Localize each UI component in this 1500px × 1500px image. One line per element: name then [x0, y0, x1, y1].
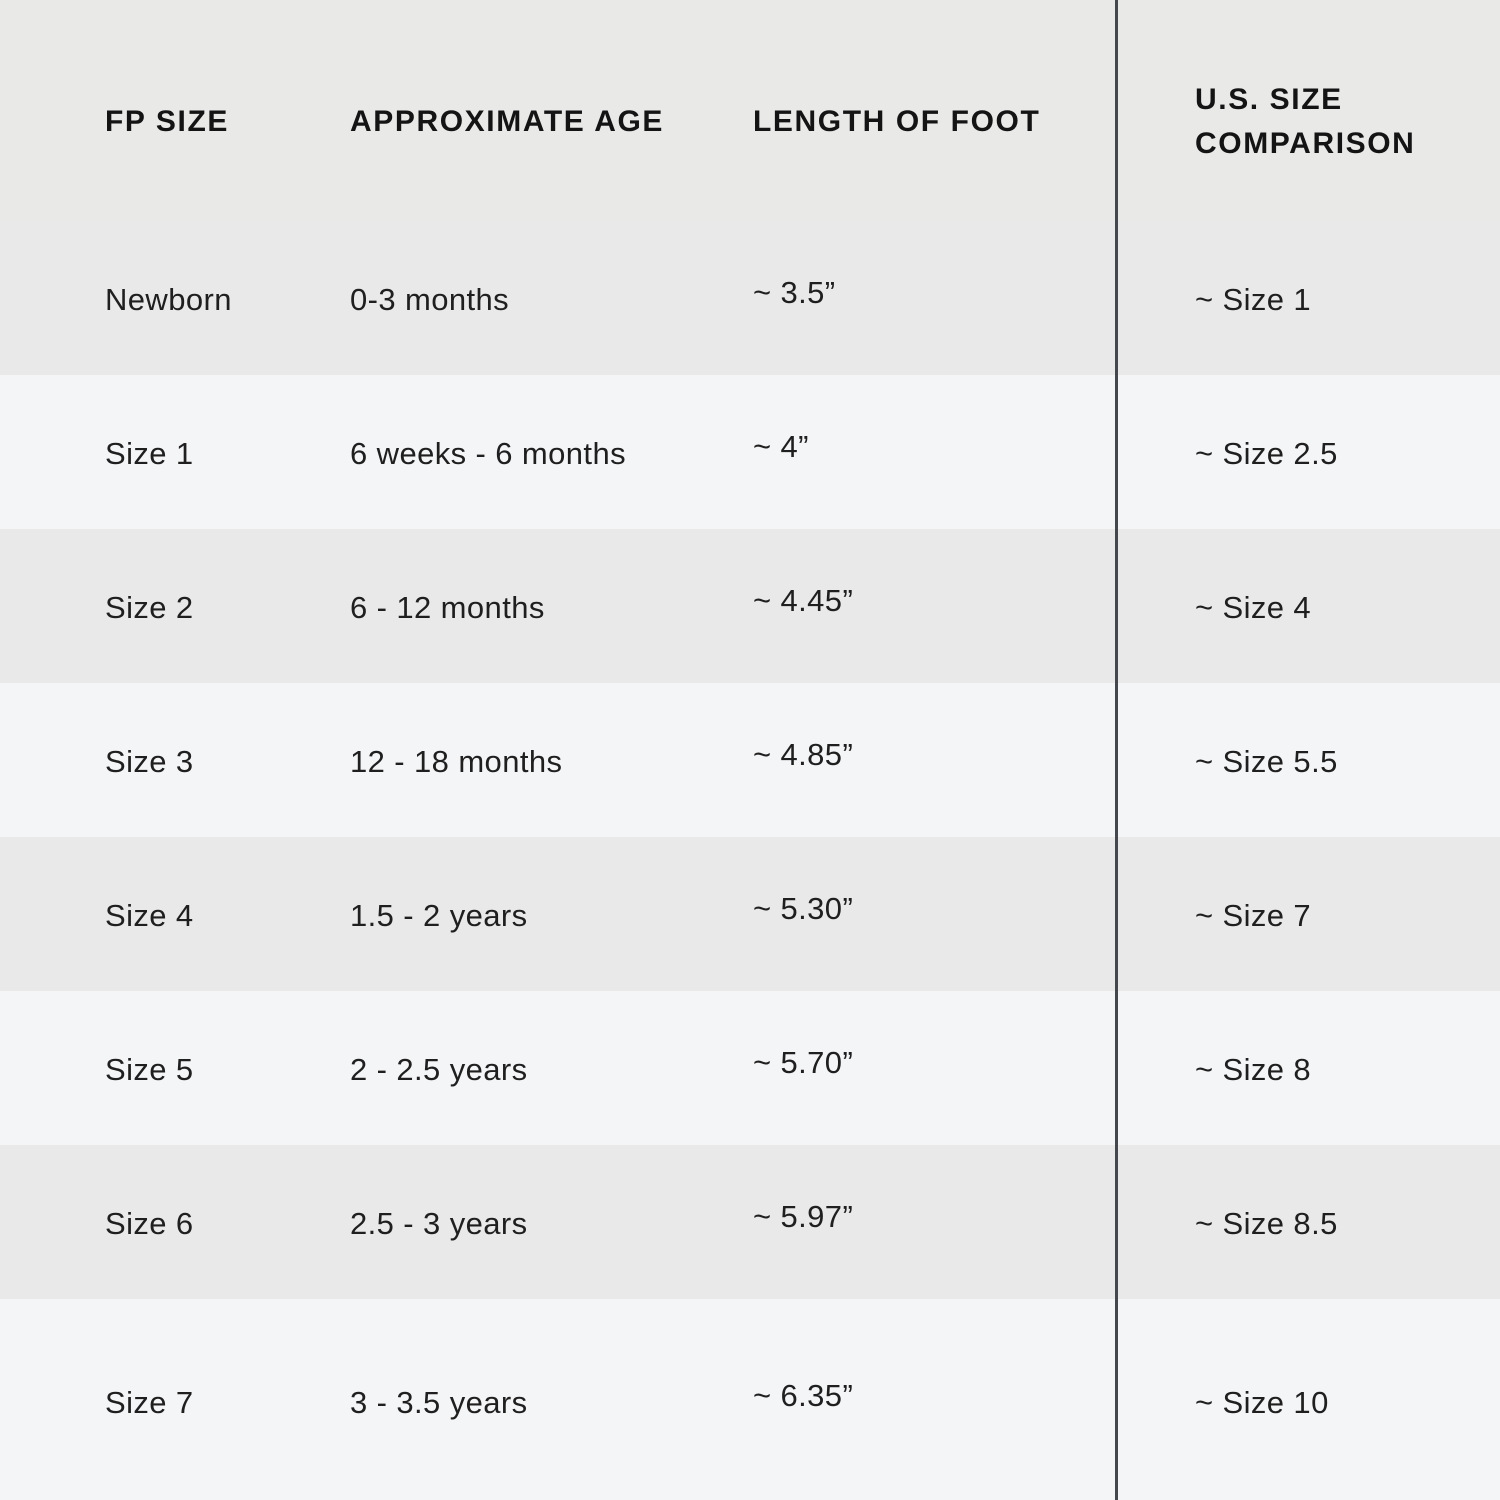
us-size-cell: ~ Size 8: [1195, 1052, 1312, 1087]
foot-length-cell: ~ 4”: [753, 429, 809, 464]
column-header-us-size-comparison: [1195, 78, 1415, 166]
age-cell: 2 - 2.5 years: [350, 1052, 528, 1087]
foot-length-cell: ~ 5.30”: [753, 891, 854, 926]
fp-size-cell: Size 2: [105, 590, 194, 625]
table-row: [0, 221, 1500, 375]
table-row: [0, 529, 1500, 683]
age-cell: 6 - 12 months: [350, 590, 545, 625]
fp-size-cell: Size 7: [105, 1385, 194, 1420]
foot-length-cell: ~ 4.85”: [753, 737, 854, 772]
us-size-cell: ~ Size 4: [1195, 590, 1312, 625]
us-size-cell: ~ Size 1: [1195, 282, 1312, 317]
table-row: [0, 837, 1500, 991]
us-size-cell: ~ Size 8.5: [1195, 1206, 1338, 1241]
foot-length-cell: ~ 5.70”: [753, 1045, 854, 1080]
fp-size-cell: Size 4: [105, 898, 194, 933]
table-row: [0, 991, 1500, 1145]
us-size-cell: ~ Size 5.5: [1195, 744, 1338, 779]
age-cell: 12 - 18 months: [350, 744, 563, 779]
us-size-cell: ~ Size 7: [1195, 898, 1312, 933]
us-size-header-line2: COMPARISON: [1195, 126, 1416, 160]
us-size-cell: ~ Size 2.5: [1195, 436, 1338, 471]
column-divider-line: [1115, 0, 1118, 1500]
foot-length-cell: ~ 5.97”: [753, 1199, 854, 1234]
table-header-row: [0, 0, 1500, 221]
foot-length-cell: ~ 6.35”: [753, 1378, 854, 1413]
table-row: [0, 683, 1500, 837]
age-cell: 1.5 - 2 years: [350, 898, 528, 933]
table-row: [0, 1299, 1500, 1500]
column-header-length-of-foot: LENGTH OF FOOT: [753, 104, 1041, 138]
fp-size-cell: Newborn: [105, 282, 232, 317]
fp-size-cell: Size 5: [105, 1052, 194, 1087]
age-cell: 0-3 months: [350, 282, 510, 317]
fp-size-cell: Size 3: [105, 744, 194, 779]
column-header-fp-size: FP SIZE: [105, 104, 230, 138]
age-cell: 2.5 - 3 years: [350, 1206, 528, 1241]
fp-size-cell: Size 1: [105, 436, 194, 471]
table-row: [0, 375, 1500, 529]
foot-length-cell: ~ 4.45”: [753, 583, 854, 618]
table-row: [0, 1145, 1500, 1299]
age-cell: 6 weeks - 6 months: [350, 436, 626, 471]
fp-size-cell: Size 6: [105, 1206, 194, 1241]
age-cell: 3 - 3.5 years: [350, 1385, 528, 1420]
us-size-cell: ~ Size 10: [1195, 1385, 1329, 1420]
us-size-header-line1: U.S. SIZE: [1195, 82, 1343, 116]
column-header-approximate-age: APPROXIMATE AGE: [350, 104, 665, 138]
foot-length-cell: ~ 3.5”: [753, 275, 836, 310]
